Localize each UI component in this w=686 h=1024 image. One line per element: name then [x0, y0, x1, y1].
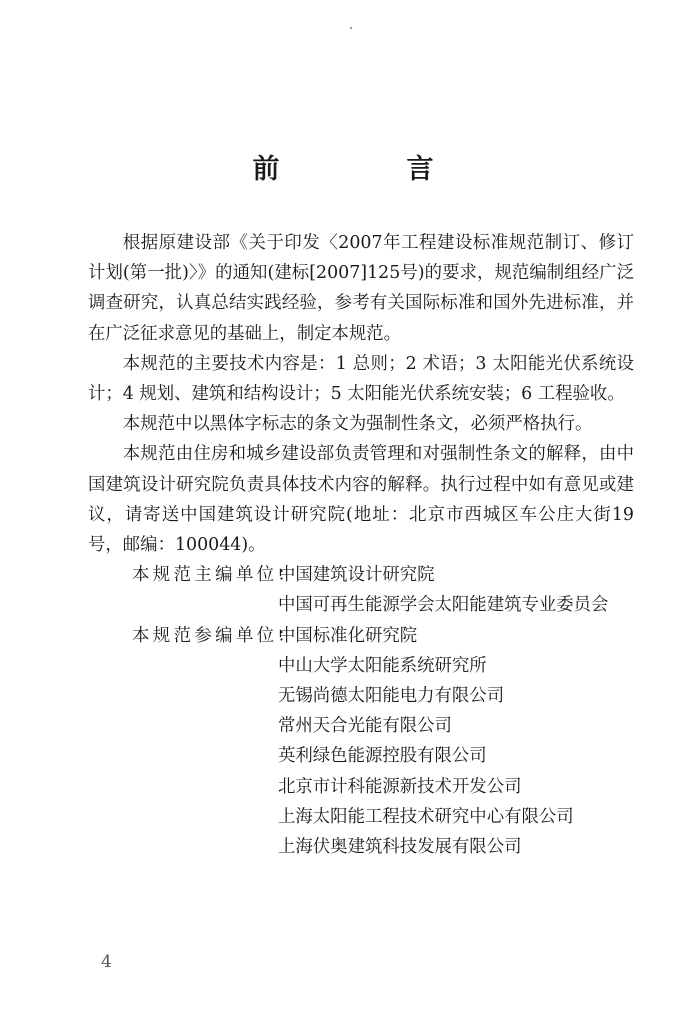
participating-unit-name: 中国标准化研究院 [278, 625, 418, 646]
paragraph-main-content: 本规范的主要技术内容是：1 总则；2 术语；3 太阳能光伏系统设计；4 规划、建筑和结构设计；5 太阳能光伏系统安装；6 工程验收。 [88, 353, 634, 405]
participating-unit-name: 无锡尚德太阳能电力有限公司 [278, 686, 505, 707]
chief-unit-name: 中国可再生能源学会太阳能建筑专业委员会 [278, 595, 609, 616]
chief-units-section [88, 560, 634, 620]
participating-units-label: 本规范参编单位： [132, 625, 299, 646]
participating-units-section [88, 621, 634, 863]
paragraph-mandatory-clauses: 本规范中以黑体字标志的条文为强制性条文，必须严格执行。 [122, 414, 593, 435]
preface-body [88, 228, 634, 862]
chief-units-label: 本规范主编单位： [132, 565, 299, 586]
paragraph-management: 本规范由住房和城乡建设部负责管理和对强制性条文的解释，由中国建筑设计研究院负责具体技术内容的解释。执行过程中如有意见或建议，请寄送中国建筑设计研究院(地址：北京市西城区车公庄大街19号，邮编：100044)。 [88, 444, 634, 556]
participating-unit-name: 中山大学太阳能系统研究所 [278, 655, 487, 676]
participating-unit-name: 常州天合光能有限公司 [278, 716, 452, 737]
participating-unit-name: 英利绿色能源控股有限公司 [278, 746, 487, 767]
participating-unit-name: 上海太阳能工程技术研究中心有限公司 [278, 806, 574, 827]
participating-unit-name: 北京市计科能源新技术开发公司 [278, 776, 522, 797]
scan-speck [350, 27, 352, 29]
page-title: 前 言 [252, 154, 484, 185]
chief-unit-name: 中国建筑设计研究院 [278, 565, 435, 586]
participating-unit-name: 上海伏奥建筑科技发展有限公司 [278, 837, 522, 858]
page-number: 4 [101, 952, 112, 972]
paragraph-background: 根据原建设部《关于印发〈2007年工程建设标准规范制订、修订计划(第一批)〉》的通知(建标[2007]125号)的要求，规范编制组经广泛调查研究，认真总结实践经验，参考有关国际标准和国外先进标准，并在广泛征求意见的基础上，制定本规范。 [88, 233, 634, 344]
